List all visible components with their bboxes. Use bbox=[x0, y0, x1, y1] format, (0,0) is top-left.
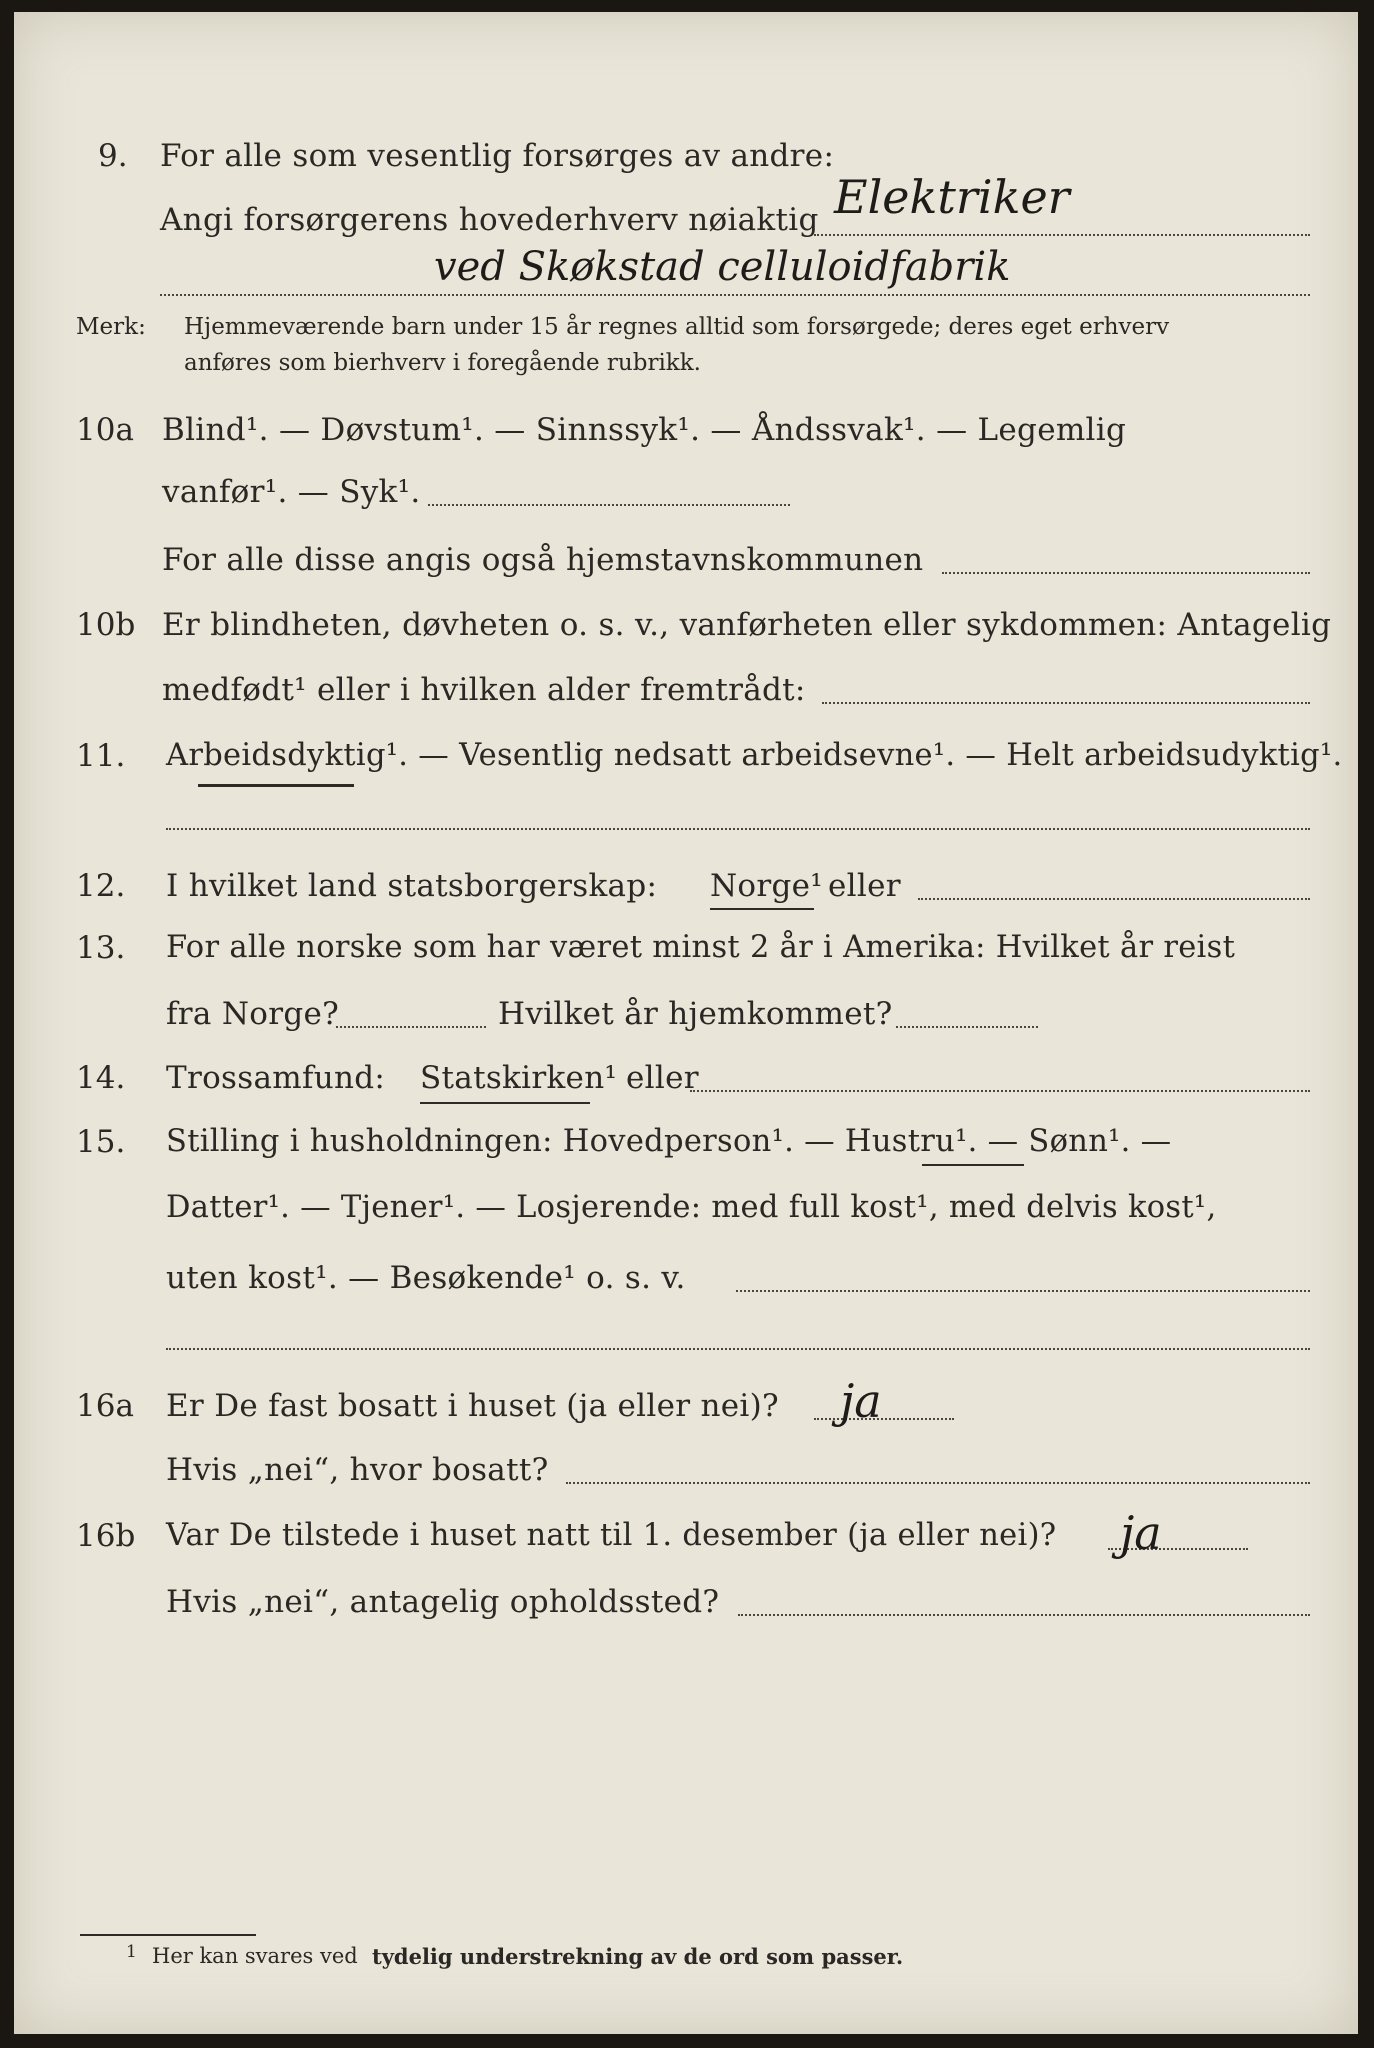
q10a-number: 10a bbox=[76, 412, 134, 448]
q9-handwritten-employer: ved Skøkstad celluloidfabrik bbox=[434, 244, 1011, 290]
footnote-rule bbox=[80, 1934, 256, 1936]
q14-text: Trossamfund: bbox=[166, 1060, 386, 1096]
q12-text: I hvilket land statsborgerskap: bbox=[166, 868, 658, 904]
q9-number: 9. bbox=[98, 138, 128, 174]
q15-line3: uten kost¹. — Besøkende¹ o. s. v. bbox=[166, 1260, 686, 1296]
q14-statskirken: Statskirken¹ bbox=[420, 1060, 618, 1096]
q14-blank-line bbox=[690, 1090, 1310, 1092]
q15-line1: Stilling i husholdningen: Hovedperson¹. — Hustru¹. — Sønn¹. — bbox=[166, 1124, 1172, 1159]
q15-number: 15. bbox=[76, 1124, 126, 1160]
q9-answer-line1 bbox=[814, 234, 1310, 236]
q13-line2a: fra Norge? bbox=[166, 996, 340, 1032]
q16a-line2: Hvis „nei“, hvor bosatt? bbox=[166, 1452, 549, 1488]
q12-norge-underline bbox=[710, 908, 814, 910]
footnote-text-a: Her kan svares ved bbox=[152, 1944, 358, 1968]
q12-eller: eller bbox=[828, 868, 901, 904]
q16a-line1: Er De fast bosatt i huset (ja eller nei)? bbox=[166, 1388, 779, 1424]
q16a-answer-line bbox=[814, 1418, 954, 1420]
q16a-number: 16a bbox=[76, 1388, 134, 1424]
q11-blank-line bbox=[166, 828, 1310, 830]
q9-handwritten-occupation: Elektriker bbox=[834, 170, 1070, 224]
q12-norge: Norge¹ bbox=[710, 868, 824, 904]
q15-blank-line1 bbox=[736, 1290, 1310, 1292]
footnote-mark: 1 bbox=[126, 1942, 137, 1962]
q11-line1: Arbeidsdyktig¹. — Vesentlig nedsatt arbeidsevne¹. — Helt arbeidsudyktig¹. bbox=[166, 738, 1343, 773]
q14-statskirken-underline bbox=[420, 1102, 590, 1104]
q16b-opholdssted-line bbox=[738, 1614, 1310, 1616]
q10a-line2: vanfør¹. — Syk¹. bbox=[162, 474, 421, 510]
q14-eller: eller bbox=[626, 1060, 699, 1096]
q11-number: 11. bbox=[76, 738, 126, 774]
q10b-alder-line bbox=[822, 702, 1310, 704]
q10a-syk-line bbox=[428, 504, 790, 506]
q10b-line1: Er blindheten, døvheten o. s. v., vanførheten eller sykdommen: Antagelig bbox=[162, 607, 1332, 643]
q15-hustru-underline bbox=[922, 1164, 1024, 1166]
q16b-line1: Var De tilstede i huset natt til 1. desember (ja eller nei)? bbox=[166, 1518, 1057, 1553]
q16b-number: 16b bbox=[76, 1518, 136, 1554]
q10a-line3: For alle disse angis også hjemstavnskommunen bbox=[162, 542, 924, 578]
q15-line2: Datter¹. — Tjener¹. — Losjerende: med full kost¹, med delvis kost¹, bbox=[166, 1190, 1217, 1225]
merk-line2: anføres som bierhverv i foregående rubrikk. bbox=[184, 350, 701, 376]
q13-number: 13. bbox=[76, 930, 126, 966]
q14-number: 14. bbox=[76, 1060, 126, 1096]
q16b-line2: Hvis „nei“, antagelig opholdssted? bbox=[166, 1584, 720, 1620]
q16a-bosatt-line bbox=[566, 1482, 1310, 1484]
q13-line1: For alle norske som har været minst 2 år i Amerika: Hvilket år reist bbox=[166, 930, 1236, 965]
q9-answer-line2 bbox=[160, 294, 1310, 296]
q13-line2b: Hvilket år hjemkommet? bbox=[498, 996, 893, 1032]
q10b-number: 10b bbox=[76, 607, 136, 643]
census-form-page bbox=[14, 12, 1358, 2034]
q9-line2: Angi forsørgerens hovederhverv nøiaktig bbox=[160, 202, 819, 238]
q13-hjem-line bbox=[896, 1026, 1038, 1028]
q15-blank-line2 bbox=[166, 1348, 1310, 1350]
q16b-handwritten-answer: ja bbox=[1120, 1506, 1162, 1560]
q10b-line2: medfødt¹ eller i hvilken alder fremtrådt: bbox=[162, 672, 806, 708]
q11-arbeidsdyktig-underline bbox=[198, 784, 354, 787]
q10a-kommune-line bbox=[942, 572, 1310, 574]
q16a-handwritten-answer: ja bbox=[840, 1374, 882, 1428]
q12-blank-line bbox=[918, 898, 1310, 900]
q13-reist-line bbox=[336, 1026, 486, 1028]
q12-number: 12. bbox=[76, 868, 126, 904]
q9-line1: For alle som vesentlig forsørges av andre: bbox=[160, 138, 835, 174]
merk-label: Merk: bbox=[76, 314, 146, 340]
q10a-line1: Blind¹. — Døvstum¹. — Sinnssyk¹. — Åndssvak¹. — Legemlig bbox=[162, 412, 1127, 448]
merk-line1: Hjemmeværende barn under 15 år regnes alltid som forsørgede; deres eget erhverv bbox=[184, 314, 1170, 340]
footnote-text-b: tydelig understrekning av de ord som passer. bbox=[372, 1944, 904, 1969]
